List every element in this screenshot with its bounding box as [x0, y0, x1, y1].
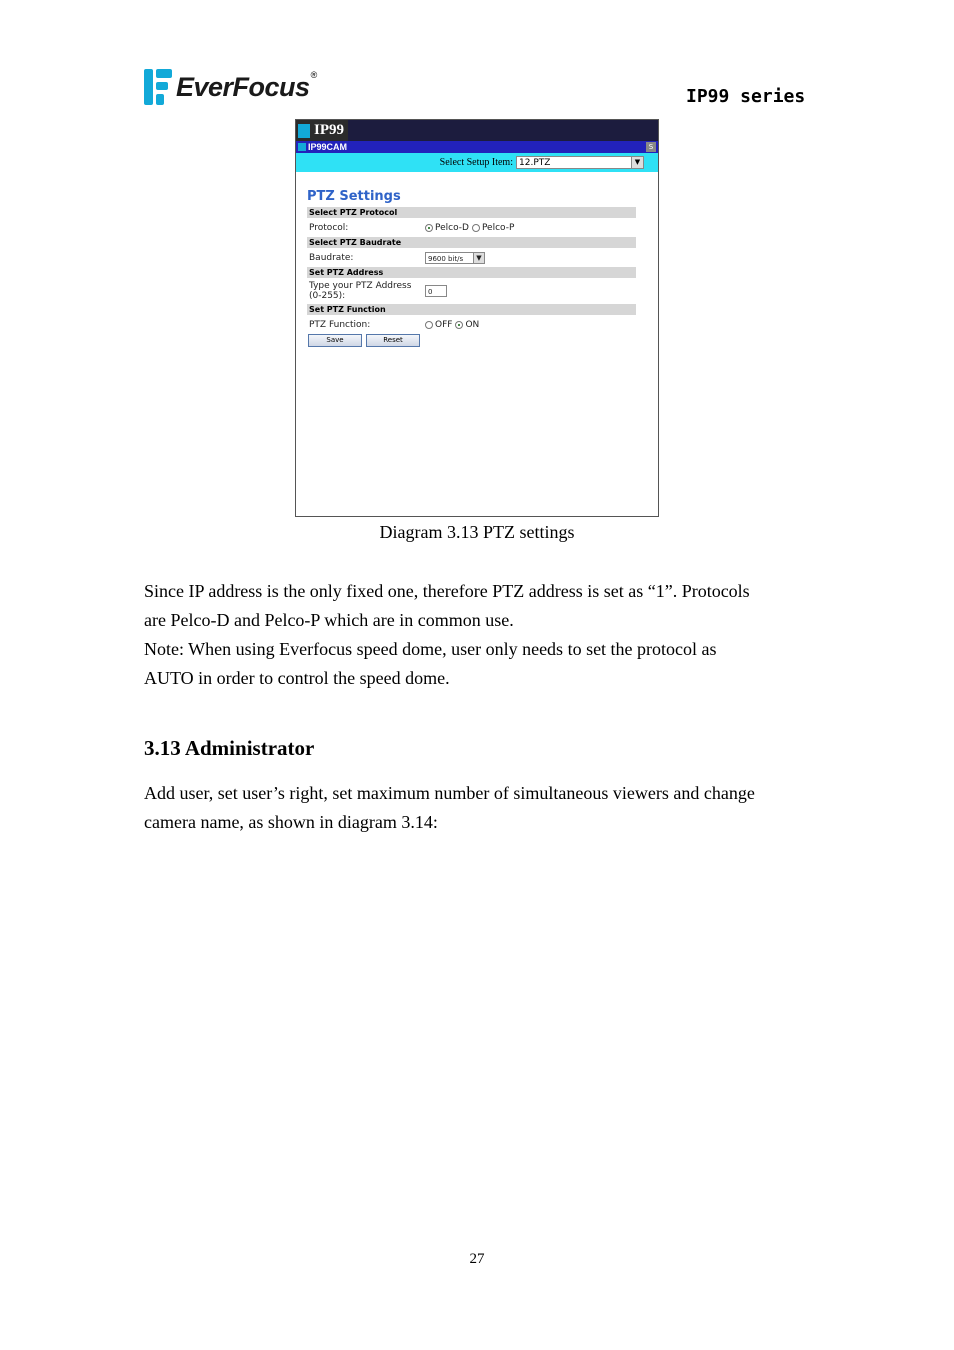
- setup-label: Select Setup Item:: [439, 157, 513, 168]
- baudrate-select[interactable]: [425, 252, 485, 264]
- radio-on[interactable]: [455, 320, 479, 330]
- page-number: 27: [469, 1251, 485, 1267]
- paragraph-line: Since IP address is the only fixed one, therefore PTZ address is set as “1”. Protocols: [144, 581, 750, 601]
- series-label: IP99 series: [686, 86, 806, 107]
- camera-icon: [298, 143, 306, 151]
- section-protocol: Select PTZ Protocol: [307, 207, 636, 218]
- radio-unselected-icon[interactable]: [425, 321, 433, 329]
- radio-off-label: OFF: [435, 319, 453, 330]
- brand-icon: [298, 124, 310, 138]
- radio-pelco-d[interactable]: [425, 223, 469, 233]
- address-label: [309, 281, 425, 301]
- settings-body: [296, 172, 658, 347]
- protocol-row: [307, 218, 636, 237]
- page-title: PTZ Settings: [307, 189, 401, 204]
- section-heading: 3.13 Administrator: [144, 736, 315, 760]
- paragraph-line: are Pelco-D and Pelco-P which are in common use.: [144, 610, 514, 630]
- function-row: [307, 315, 636, 334]
- camera-name-text: IP99CAM: [308, 142, 348, 152]
- app-header: [296, 120, 658, 141]
- address-label-line1: Type your PTZ Address: [309, 281, 412, 291]
- everfocus-logo-icon: [144, 69, 172, 105]
- paragraph-line: Add user, set user’s right, set maximum number of simultaneous viewers and change: [144, 783, 755, 803]
- setup-item-select[interactable]: [516, 156, 644, 169]
- setup-bar: [296, 153, 658, 172]
- camera-name: [298, 142, 347, 152]
- address-label-line2: (0-255):: [309, 291, 346, 301]
- registered-mark: ®: [310, 70, 318, 80]
- radio-off[interactable]: [425, 320, 452, 330]
- chevron-down-icon[interactable]: ▼: [473, 253, 484, 263]
- save-button[interactable]: Save: [308, 334, 362, 347]
- baudrate-label: Baudrate:: [309, 252, 354, 263]
- address-input[interactable]: 0: [425, 285, 447, 297]
- section-baudrate: Select PTZ Baudrate: [307, 237, 636, 248]
- paragraph-line: Note: When using Everfocus speed dome, user only needs to set the protocol as: [144, 639, 717, 659]
- protocol-label: Protocol:: [309, 222, 349, 233]
- figure-caption: Diagram 3.13 PTZ settings: [379, 522, 575, 542]
- radio-on-label: ON: [465, 319, 480, 330]
- radio-pelco-d-label: Pelco-D: [435, 222, 469, 233]
- address-row: [307, 278, 636, 304]
- reset-button[interactable]: Reset: [366, 334, 420, 347]
- logo-text: EverFocus: [176, 71, 310, 102]
- radio-pelco-p[interactable]: [472, 223, 514, 233]
- brand-text: IP99: [314, 122, 344, 138]
- radio-selected-icon[interactable]: [425, 224, 433, 232]
- app-brand: [296, 120, 348, 141]
- baudrate-row: [307, 248, 636, 267]
- baudrate-value: 9600 bit/s: [428, 254, 464, 263]
- radio-pelco-p-label: Pelco-P: [481, 222, 515, 233]
- paragraph-ptz: [144, 577, 814, 693]
- paragraph-line: AUTO in order to control the speed dome.: [144, 668, 450, 688]
- action-buttons: [307, 334, 636, 347]
- camera-bar: [296, 141, 658, 153]
- radio-selected-icon[interactable]: [455, 321, 463, 329]
- section-address: Set PTZ Address: [307, 267, 636, 278]
- function-label: PTZ Function:: [309, 319, 371, 330]
- paragraph-line: camera name, as shown in diagram 3.14:: [144, 812, 438, 832]
- radio-unselected-icon[interactable]: [472, 224, 480, 232]
- setup-item-value: 12.PTZ: [519, 158, 551, 168]
- paragraph-admin: [144, 779, 814, 837]
- everfocus-logo: [144, 68, 317, 106]
- chevron-down-icon[interactable]: ▼: [631, 157, 643, 168]
- corner-button[interactable]: S: [646, 142, 656, 152]
- ptz-settings-screenshot: [295, 119, 659, 517]
- section-function: Set PTZ Function: [307, 304, 636, 315]
